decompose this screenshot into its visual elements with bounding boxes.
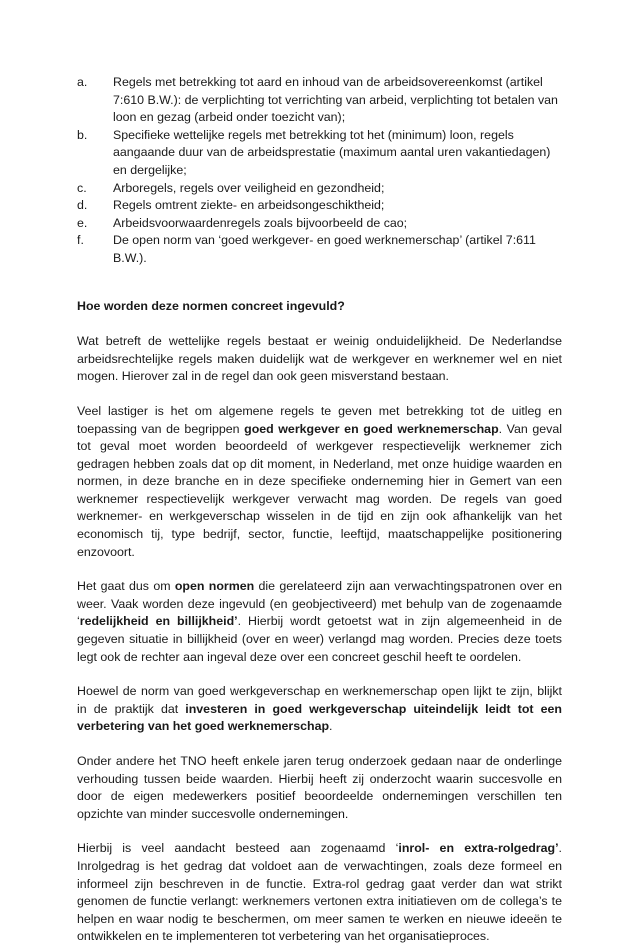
paragraph-algemene-regels — [77, 403, 562, 561]
list-letter: f. — [77, 233, 84, 248]
list-item — [77, 180, 562, 198]
paragraph-text: Veel lastiger is het om algemene regels te geven met betrekking tot de uitleg en toepassing van de begrippen — [77, 403, 562, 436]
section-heading: Hoe worden deze normen concreet ingevuld? — [77, 298, 345, 313]
emphasis-text: open normen — [174, 579, 255, 594]
list-text: Regels met betrekking tot aard en inhoud van de arbeidsovereenkomst (artikel 7:610 B.W.): de verplichting tot verrichting van arbeid, verplichting tot betalen van loon en gezag (arbeid onder toezicht van); — [113, 75, 558, 125]
paragraph-text: Het gaat dus om — [77, 579, 175, 594]
list-text: Arboregels, regels over veiligheid en gezondheid; — [113, 180, 385, 195]
emphasis-text: investeren in goed werkgeverschap uiteindelijk leidt tot een verbetering van het goed werknemerschap — [77, 701, 563, 734]
paragraph-text: die gerelateerd zijn aan verwachtingspatronen over en weer. Vaak worden deze ingevuld (en geobjectiveerd) met behulp van de zogenaamde ‘ — [77, 579, 562, 629]
emphasis-text: inrol- en extra-rolgedrag’ — [398, 841, 559, 856]
paragraph-text: . Inrolgedrag is het gedrag dat voldoet aan de verwachtingen, zoals deze formeel en informeel zijn beschreven in de functie. Extra-rol gedrag gaat verder dan wat strikt genomen de functie verlangt: werknemers vertonen extra initiatieven om de collega’s te helpen en waar nodig te beschermen, om meer samen te werken en nieuwe ideeën te ontwikkelen en te implementeren tot verbetering van het organisatieproces. — [77, 841, 562, 944]
list-letter: e. — [77, 215, 88, 230]
paragraph-open-normen — [77, 578, 562, 666]
list-letter: d. — [77, 198, 88, 213]
list-item — [77, 215, 562, 233]
list-letter: b. — [77, 127, 88, 142]
paragraph-rolgedrag — [77, 840, 562, 946]
list-item — [77, 127, 562, 180]
list-letter: c. — [77, 180, 87, 195]
legal-rules-list — [77, 74, 562, 268]
list-text: Arbeidsvoorwaardenregels zoals bijvoorbeeld de cao; — [113, 215, 408, 230]
paragraph-text: Hierbij is veel aandacht besteed aan zogenaamd ‘ — [77, 841, 399, 856]
list-text: Regels omtrent ziekte- en arbeidsongeschiktheid; — [113, 198, 385, 213]
list-item — [77, 74, 562, 127]
emphasis-text: goed werkgever en goed werknemerschap — [244, 421, 499, 436]
list-item — [77, 232, 562, 267]
paragraph-wettelijke-regels: Wat betreft de wettelijke regels bestaat er weinig onduidelijkheid. De Nederlandse arbeidsrechtelijke regels maken duidelijk wat de werkgever en werknemer wel en niet mogen. Hierover zal in de regel dan ook geen misverstand bestaan. — [77, 334, 562, 384]
list-text: Specifieke wettelijke regels met betrekking tot het (minimum) loon, regels aangaande duur van de arbeidsprestatie (maximum aantal uren vakantiedagen) en dergelijke; — [113, 127, 551, 177]
emphasis-text: redelijkheid en billijkheid’ — [79, 614, 238, 629]
paragraph-text: . — [329, 719, 333, 734]
paragraph-tno-onderzoek: Onder andere het TNO heeft enkele jaren terug onderzoek gedaan naar de onderlinge verhouding tussen beide waarden. Hierbij heeft zij onderzocht waarin succesvolle en door de eigen medewerkers positief beoordeelde ondernemingen verschillen ten opzichte van minder succesvolle ondernemingen. — [77, 754, 562, 821]
paragraph-goed-werkgeverschap — [77, 683, 562, 736]
paragraph-text: . Hierbij wordt getoetst wat in zijn algemeenheid in de gegeven situatie in billijkheid (over en weer) verlangd mag worden. Precies deze toets legt ook de rechter aan ingeval deze over een concreet geschil heeft te oordelen. — [77, 614, 563, 664]
paragraph-text: Hoewel de norm van goed werkgeverschap en werknemerschap open lijkt te zijn, blijkt in de praktijk dat — [77, 684, 562, 716]
list-item — [77, 197, 562, 215]
paragraph-text: . Van geval tot geval moet worden beoordeeld of werkgever respectievelijk werknemer zich gedragen hebben zoals dat op dit moment, in Nederland, met onze huidige waarden en normen, in deze branche en in deze specifieke onderneming hier in Gemert van een werknemer respectievelijk werkgever verwacht mag worden. De regels van goed werknemer- en werkgeverschap wisselen in de tijd en zijn ook afhankelijk van het economisch tij, type bedrijf, sector, functie, leeftijd, maatschappelijke positionering enzovoort. — [77, 421, 562, 559]
list-text: De open norm van ‘goed werkgever- en goed werknemerschap’ (artikel 7:611 B.W.). — [113, 233, 536, 265]
list-letter: a. — [77, 75, 88, 89]
